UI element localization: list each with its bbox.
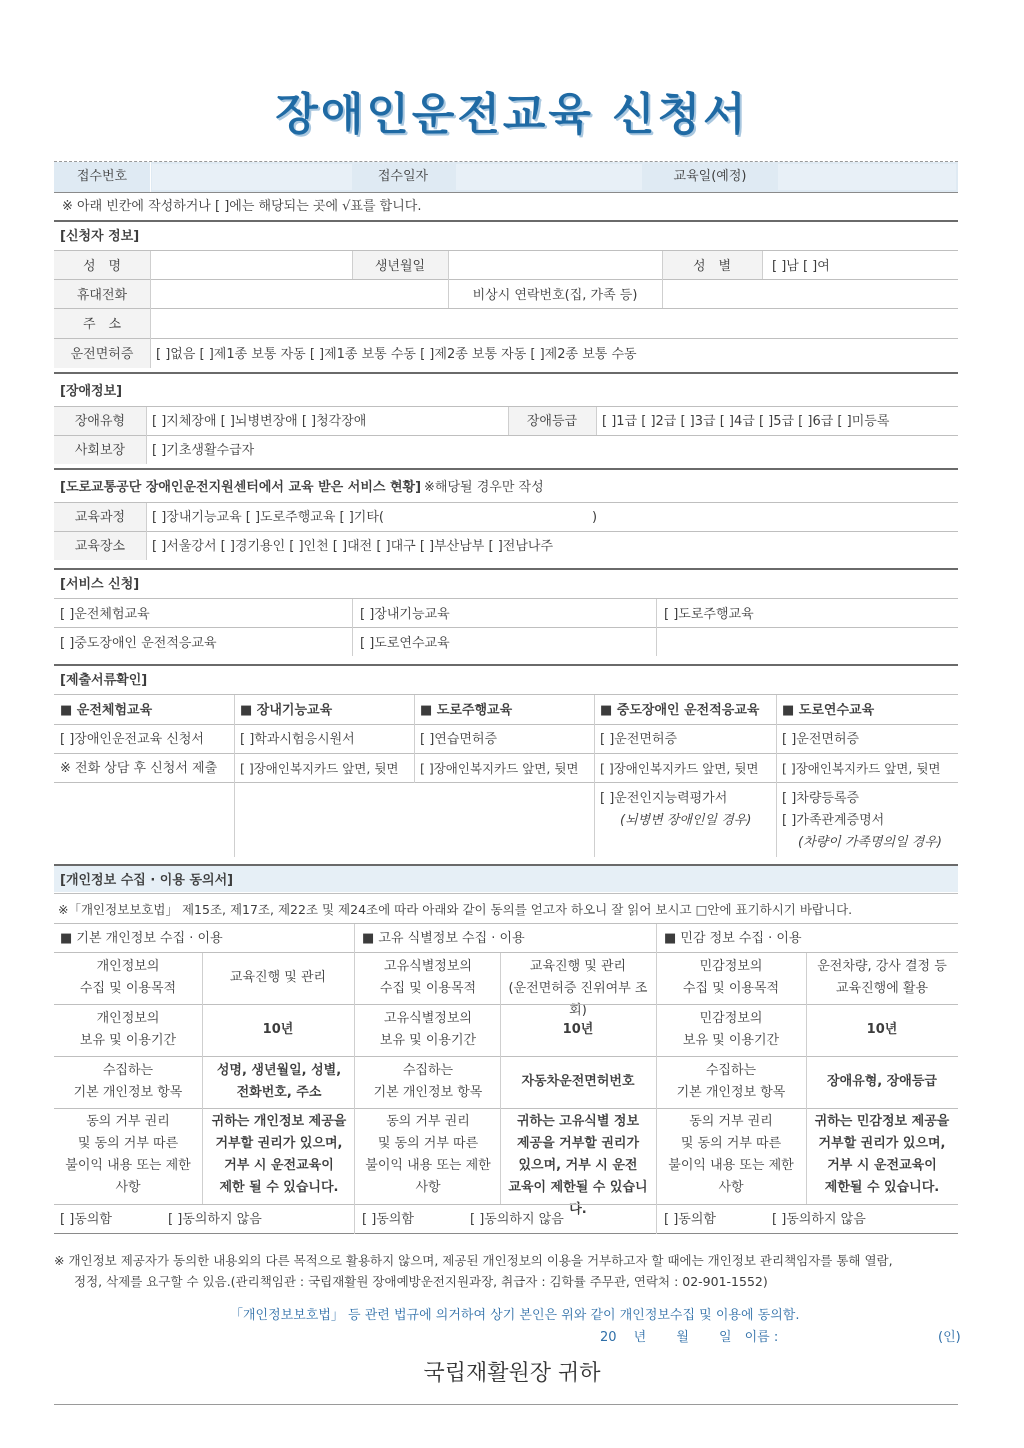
name-label: 성 명 xyxy=(82,259,122,274)
service-history-note: ※해당될 경우만 작성 xyxy=(424,480,544,495)
basic-items-value: 성명, 생년월일, 성별, 전화번호, 주소 xyxy=(216,1063,342,1100)
documents-col5-title: ■ 도로연수교육 xyxy=(782,703,875,718)
doc-exam-application[interactable]: [ ]학과시험응시원서 xyxy=(240,732,355,747)
disability-grade-checkboxes[interactable]: [ ]1급 [ ]2급 [ ]3급 [ ]4급 [ ]5급 [ ]6급 [ ]미등록 xyxy=(602,414,890,429)
sensitive-purpose-value: 운전차량, 강사 결정 등 교육진행에 활용 xyxy=(817,959,947,996)
reception-date-label: 접수일자 xyxy=(377,169,429,184)
doc-welfare-card[interactable]: [ ]장애인복지카드 앞면, 뒷면 xyxy=(782,761,941,776)
social-security-checkbox[interactable]: [ ]기초생활수급자 xyxy=(152,443,255,458)
mobile-label: 휴대전화 xyxy=(76,288,128,303)
reception-number-label: 접수번호 xyxy=(76,169,128,184)
license-checkboxes[interactable]: [ ]없음 [ ]제1종 보통 자동 [ ]제1종 보통 수동 [ ]제2종 보통 자동 [ ]제2종 보통 수동 xyxy=(156,347,637,362)
basic-period-value: 10년 xyxy=(262,1022,294,1037)
divider xyxy=(54,220,958,222)
addressee: 국립재활원장 귀하 xyxy=(423,1361,601,1386)
course-label: 교육과정 xyxy=(74,510,126,525)
doc-welfare-card[interactable]: [ ]장애인복지카드 앞면, 뒷면 xyxy=(600,761,759,776)
course-other-close: ) xyxy=(592,510,598,525)
service-option-driving-experience[interactable]: [ ]운전체험교육 xyxy=(60,607,150,622)
doc-cognitive-note: (뇌병변 장애인일 경우) xyxy=(620,813,752,828)
address-field[interactable] xyxy=(152,310,956,336)
divider xyxy=(54,372,958,374)
form-title: 장애인운전교육 신청서 xyxy=(275,89,749,140)
documents-col2-title: ■ 장내기능교육 xyxy=(240,703,333,718)
doc-application-form[interactable]: [ ]장애인운전교육 신청서 xyxy=(60,732,204,747)
service-option-course-function[interactable]: [ ]장내기능교육 xyxy=(360,607,450,622)
education-date-label: 교육일(예정) xyxy=(673,169,747,184)
basic-items-label: 수집하는 기본 개인정보 항목 xyxy=(73,1063,183,1100)
divider xyxy=(54,664,958,666)
disability-type-label: 장애유형 xyxy=(74,414,126,429)
course-checkboxes[interactable]: [ ]장내기능교육 [ ]도로주행교육 [ ]기타( xyxy=(152,510,384,525)
sensitive-refuse-value: 귀하는 민감정보 제공을 거부할 권리가 있으며, 거부 시 운전교육이 제한될 수 있습니다. xyxy=(814,1114,950,1195)
sensitive-items-label: 수집하는 기본 개인정보 항목 xyxy=(676,1063,786,1100)
name-field[interactable] xyxy=(152,252,352,278)
unique-purpose-value: 교육진행 및 관리 (운전면허증 진위여부 조회) xyxy=(508,959,648,1018)
doc-phone-consult-note: ※ 전화 상담 후 신청서 제출 xyxy=(60,761,218,776)
gender-checkboxes[interactable]: [ ]남 [ ]여 xyxy=(772,259,830,274)
documents-col1-title: ■ 운전체험교육 xyxy=(60,703,153,718)
basic-disagree-checkbox[interactable]: [ ]동의하지 않음 xyxy=(168,1212,262,1227)
education-place-checkboxes[interactable]: [ ]서울강서 [ ]경기용인 [ ]인천 [ ]대전 [ ]대구 [ ]부산남부 [ ]전남나주 xyxy=(152,539,554,554)
unique-period-label: 고유식별정보의 보유 및 이용기간 xyxy=(379,1011,477,1048)
privacy-notice-line2: 정정, 삭제를 요구할 수 있음.(관리책임관 : 국립재활원 장애예방운전지원과장, 취급자 : 김학률 주무관, 연락처 : 02-901-1552) xyxy=(74,1274,768,1289)
form-instruction: ※ 아래 빈칸에 작성하거나 [ ]에는 해당되는 곳에 √표를 합니다. xyxy=(62,199,422,214)
education-place-label: 교육장소 xyxy=(74,539,126,554)
license-label: 운전면허증 xyxy=(70,347,134,362)
divider xyxy=(54,568,958,570)
basic-refuse-label: 동의 거부 권리 및 동의 거부 따른 불이익 내용 또는 제한 사항 xyxy=(65,1114,191,1195)
disability-section-header: [장애정보] xyxy=(60,384,123,399)
mobile-field[interactable] xyxy=(152,281,448,307)
doc-family-note: (차량이 가족명의일 경우) xyxy=(798,835,942,850)
divider xyxy=(54,468,958,470)
disability-type-checkboxes[interactable]: [ ]지체장애 [ ]뇌병변장애 [ ]청각장애 xyxy=(152,414,367,429)
seal-mark: (인) xyxy=(938,1330,961,1345)
reception-number-field[interactable] xyxy=(152,164,352,190)
sensitive-items-value: 장애유형, 장애등급 xyxy=(827,1074,937,1089)
education-date-field[interactable] xyxy=(778,164,956,190)
doc-cognitive-assessment[interactable]: [ ]운전인지능력평가서 xyxy=(600,791,728,806)
disability-grade-label: 장애등급 xyxy=(526,414,578,429)
basic-period-label: 개인정보의 보유 및 이용기간 xyxy=(79,1011,177,1048)
documents-col3-title: ■ 도로주행교육 xyxy=(420,703,513,718)
basic-purpose-label: 개인정보의 수집 및 이용목적 xyxy=(79,959,177,996)
sensitive-info-title: ■ 민감 정보 수집 · 이용 xyxy=(664,931,802,946)
doc-welfare-card[interactable]: [ ]장애인복지카드 앞면, 뒷면 xyxy=(420,761,579,776)
documents-col4-title: ■ 중도장애인 운전적응교육 xyxy=(600,703,760,718)
privacy-intro: ※「개인정보보호법」 제15조, 제17조, 제22조 및 제24조에 따라 아래와 같이 동의를 얻고자 하오니 잘 읽어 보시고 □안에 표기하시기 바랍니다. xyxy=(58,902,853,917)
sensitive-refuse-label: 동의 거부 권리 및 동의 거부 따른 불이익 내용 또는 제한 사항 xyxy=(668,1114,794,1195)
doc-driver-license[interactable]: [ ]운전면허증 xyxy=(600,732,678,747)
doc-family-relation-cert[interactable]: [ ]가족관계증명서 xyxy=(782,813,885,828)
address-label: 주 소 xyxy=(82,317,122,332)
service-option-road-driving[interactable]: [ ]도로주행교육 xyxy=(664,607,754,622)
applicant-section-header: [신청자 정보] xyxy=(60,229,140,244)
service-request-header: [서비스 신청] xyxy=(60,577,140,592)
unique-refuse-value: 귀하는 고유식별 정보 제공을 거부할 권리가 있으며, 거부 시 운전 교육이 제한될 수 있습니다. xyxy=(508,1114,648,1217)
basic-agree-checkbox[interactable]: [ ]동의함 xyxy=(60,1212,112,1227)
gender-label: 성 별 xyxy=(692,259,732,274)
unique-id-title: ■ 고유 식별정보 수집 · 이용 xyxy=(362,931,525,946)
social-security-label: 사회보장 xyxy=(74,443,126,458)
sensitive-purpose-label: 민감정보의 수집 및 이용목적 xyxy=(682,959,780,996)
service-option-road-practice[interactable]: [ ]도로연수교육 xyxy=(360,636,450,651)
doc-driver-license[interactable]: [ ]운전면허증 xyxy=(782,732,860,747)
doc-vehicle-registration[interactable]: [ ]차량등록증 xyxy=(782,791,860,806)
unique-items-label: 수집하는 기본 개인정보 항목 xyxy=(373,1063,483,1100)
sensitive-agree-checkbox[interactable]: [ ]동의함 xyxy=(664,1212,716,1227)
basic-info-title: ■ 기본 개인정보 수집 · 이용 xyxy=(60,931,223,946)
date-name-line: 20 년 월 일 이름 : xyxy=(600,1330,779,1345)
sensitive-period-value: 10년 xyxy=(866,1022,898,1037)
basic-purpose-value: 교육진행 및 관리 xyxy=(229,970,327,985)
unique-items-value: 자동차운전면허번호 xyxy=(521,1074,635,1089)
unique-disagree-checkbox[interactable]: [ ]동의하지 않음 xyxy=(470,1212,564,1227)
doc-learner-permit[interactable]: [ ]연습면허증 xyxy=(420,732,498,747)
unique-refuse-label: 동의 거부 권리 및 동의 거부 따른 불이익 내용 또는 제한 사항 xyxy=(365,1114,491,1195)
signature-name-field[interactable] xyxy=(800,1327,930,1347)
sensitive-disagree-checkbox[interactable]: [ ]동의하지 않음 xyxy=(772,1212,866,1227)
unique-purpose-label: 고유식별정보의 수집 및 이용목적 xyxy=(379,959,477,996)
emergency-contact-label: 비상시 연락번호(집, 가족 등) xyxy=(472,288,638,303)
unique-agree-checkbox[interactable]: [ ]동의함 xyxy=(362,1212,414,1227)
reception-date-field[interactable] xyxy=(456,164,642,190)
birthdate-field[interactable] xyxy=(450,252,660,278)
unique-period-value: 10년 xyxy=(562,1022,594,1037)
sensitive-period-label: 민감정보의 보유 및 이용기간 xyxy=(682,1011,780,1048)
emergency-contact-field[interactable] xyxy=(664,281,956,307)
privacy-section-header: [개인정보 수집 · 이용 동의서] xyxy=(60,873,234,888)
divider xyxy=(54,161,958,162)
privacy-notice-line1: ※ 개인정보 제공자가 동의한 내용외의 다른 목적으로 활용하지 않으며, 제공된 개인정보의 이용을 거부하고자 할 때에는 개인정보 관리책임자를 통해 열람, xyxy=(54,1253,893,1268)
service-history-header: [도로교통공단 장애인운전지원센터에서 교육 받은 서비스 현황] xyxy=(60,480,422,495)
doc-welfare-card[interactable]: [ ]장애인복지카드 앞면, 뒷면 xyxy=(240,761,399,776)
consent-statement: 「개인정보보호법」 등 관련 법규에 의거하여 상기 본인은 위와 같이 개인정보수집 및 이용에 동의함. xyxy=(230,1308,800,1323)
divider xyxy=(54,192,958,193)
birthdate-label: 생년월일 xyxy=(374,259,426,274)
service-option-adaptation[interactable]: [ ]중도장애인 운전적응교육 xyxy=(60,636,217,651)
basic-refuse-value: 귀하는 개인정보 제공을 거부할 권리가 있으며, 거부 시 운전교육이 제한 될 수 있습니다. xyxy=(211,1114,347,1195)
documents-header: [제출서류확인] xyxy=(60,673,148,688)
